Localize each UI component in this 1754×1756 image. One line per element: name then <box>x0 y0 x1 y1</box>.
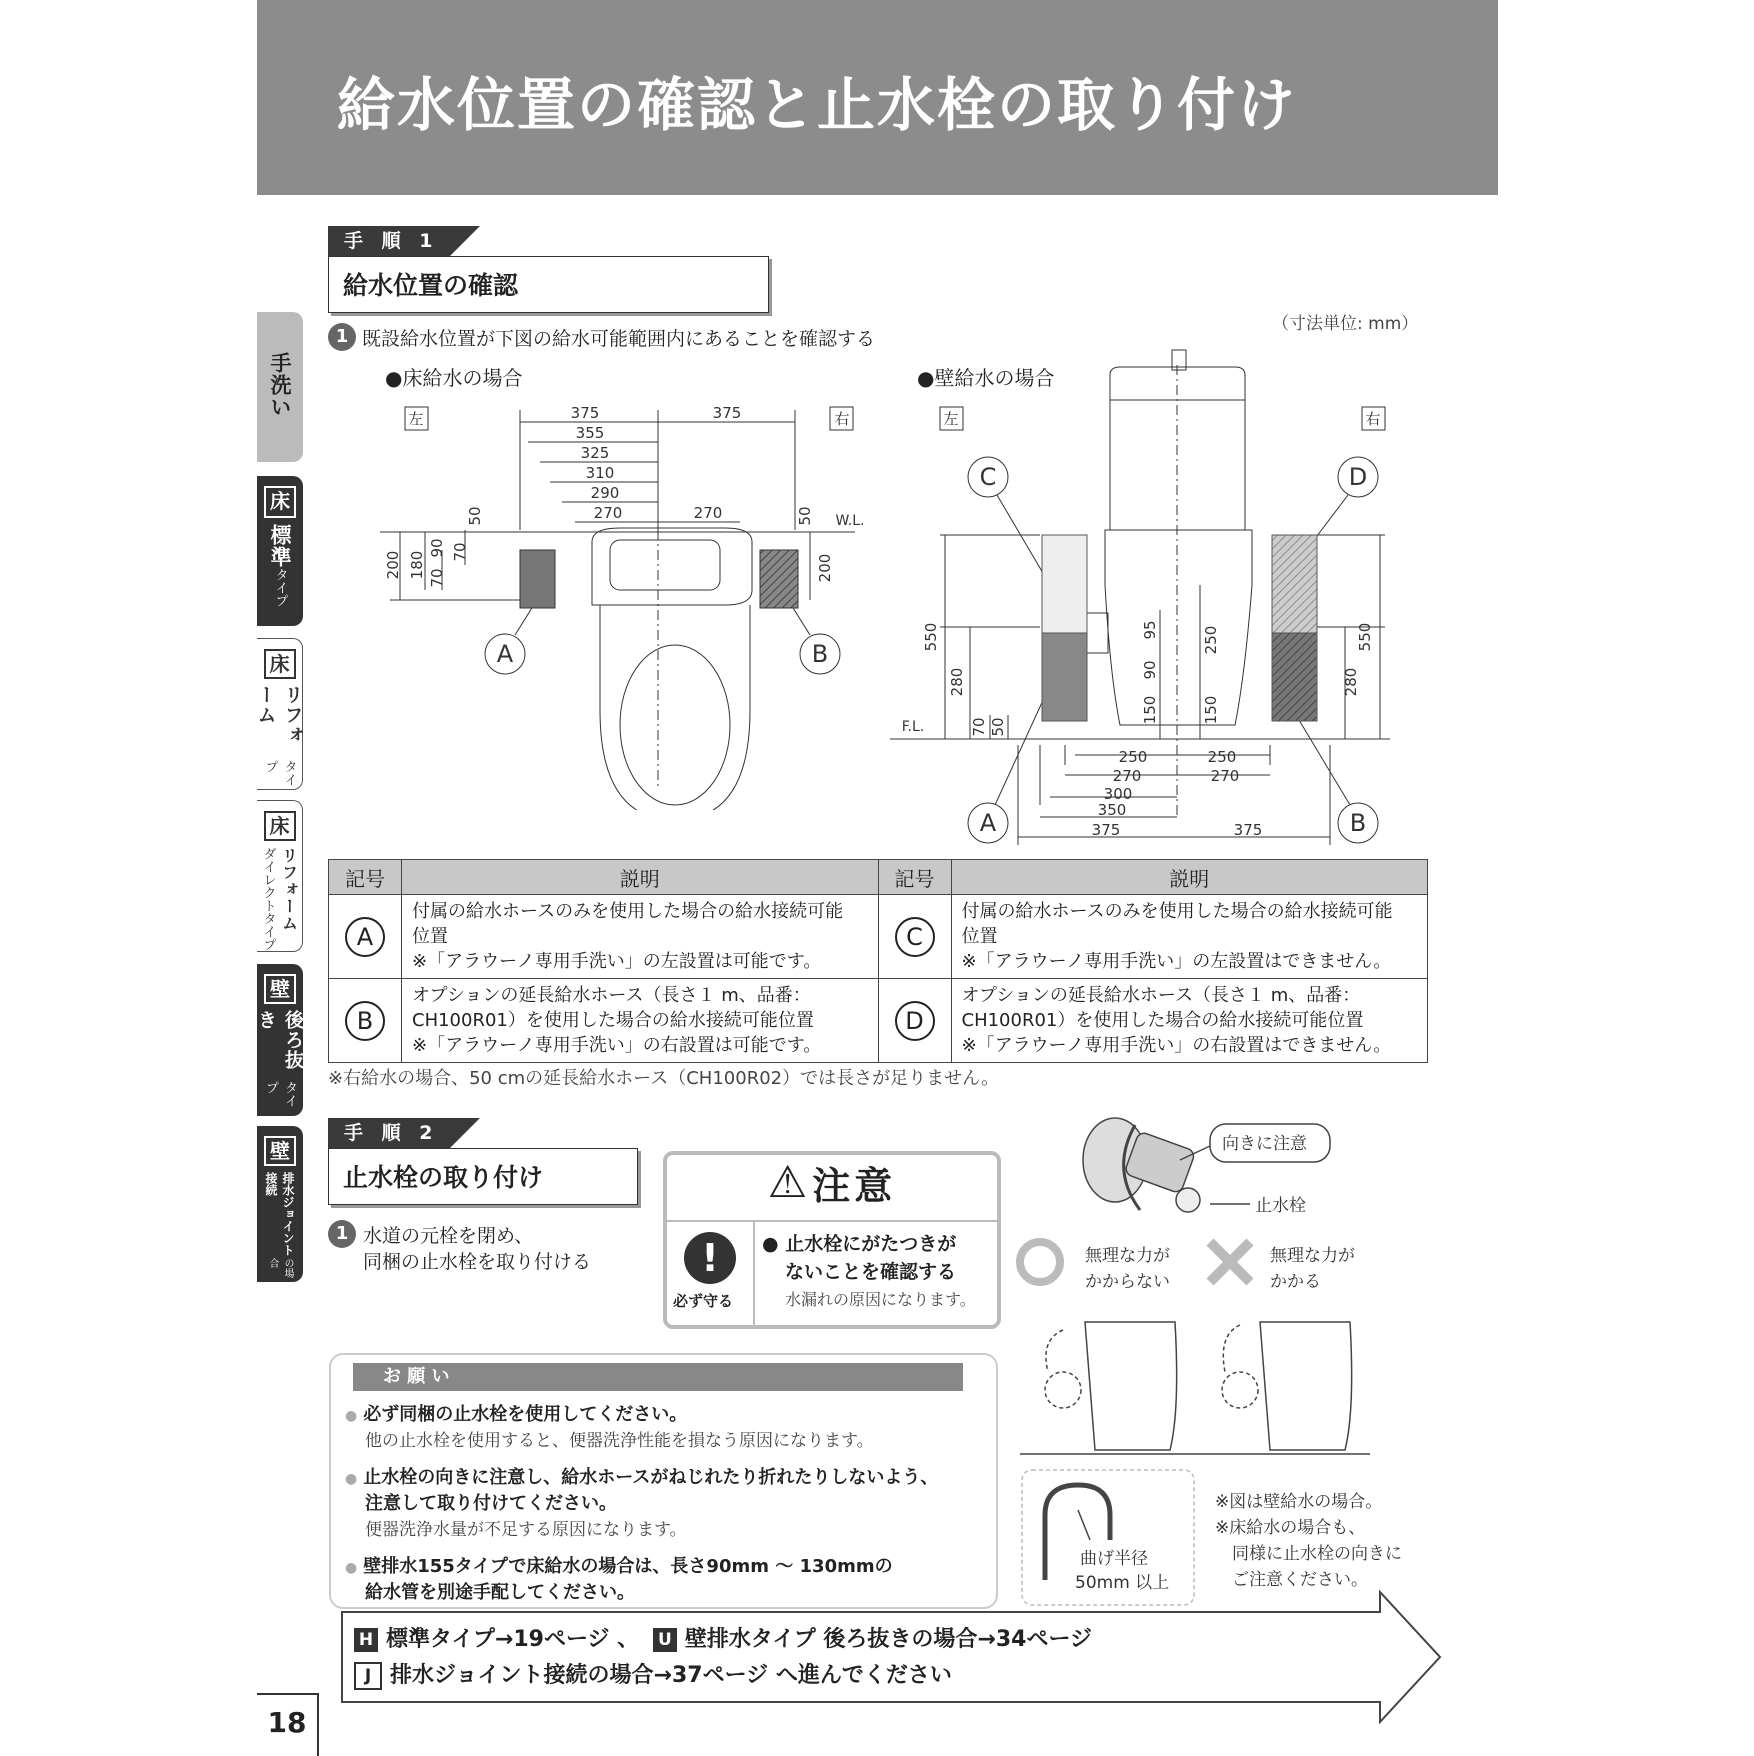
table-symbol: C <box>895 917 935 957</box>
ng-text-2: かかる <box>1270 1272 1321 1292</box>
side-tab-label: 標準 <box>268 524 292 568</box>
ok-text-1: 無理な力が <box>1085 1246 1170 1266</box>
wall-left-label: 左 <box>943 410 959 428</box>
table-header: 記号 <box>329 860 402 895</box>
step1-instruction: 既設給水位置が下図の給水可能範囲内にあることを確認する <box>362 328 876 350</box>
toilet-bowl <box>600 605 750 810</box>
nav-line-2[interactable] <box>354 1658 952 1690</box>
dim-v70: 70 <box>451 542 469 562</box>
caution-bold-2: ないことを確認する <box>785 1261 957 1283</box>
dim-v70b: 70 <box>428 568 446 588</box>
table-cell: 付属の給水ホースのみを使用した場合の給水接続可能 位置 ※「アラウーノ専用手洗い」の左設置はできません。 <box>951 895 1428 979</box>
exclamation-icon: ! <box>684 1232 736 1284</box>
side-tab-floor-standard[interactable] <box>257 476 303 626</box>
wall-supply-label: ●壁給水の場合 <box>917 366 1055 390</box>
table-note: ※右給水の場合、50 cmの延長給水ホース（CH100R02）では長さが足りません。 <box>328 1068 1000 1089</box>
ng-toilet <box>1260 1322 1352 1450</box>
dim-h280b: 280 <box>1342 667 1360 697</box>
ok-circle-icon <box>1020 1242 1060 1282</box>
table-cell: オプションの延長給水ホース（長さ１ m、品番： CH100R01）を使用した場合の給水接続可能位置 ※「アラウーノ専用手洗い」の右設置はできません。 <box>951 979 1428 1063</box>
dim-270-right: 270 <box>693 504 723 522</box>
must-label: 必ず守る <box>673 1292 734 1310</box>
wall-right-label: 右 <box>1365 410 1381 428</box>
side-tab-label: 後ろ抜き <box>255 1010 304 1070</box>
side-tab-label: 排水ジョイント接続 <box>264 1172 295 1256</box>
valve-illustration <box>1010 1110 1430 1610</box>
side-tab-wall-ushironuki[interactable] <box>257 964 303 1116</box>
symbol-b: B <box>811 640 829 668</box>
side-tab-wall-joint[interactable] <box>257 1126 303 1282</box>
dim-290: 290 <box>590 484 620 502</box>
side-tab-label: リフォーム <box>279 847 299 932</box>
side-tab-sub: タイプ <box>263 1081 297 1108</box>
table-row <box>329 979 1428 1063</box>
table-cell: オプションの延長給水ホース（長さ１ m、品番： CH100R01）を使用した場合の給水接続可能位置 ※「アラウーノ専用手洗い」の右設置は可能です。 <box>402 979 879 1063</box>
request-item: ● 必ず同梱の止水栓を使用してください。 他の止水栓を使用すると、便器洗浄性能を損なう原因になります。 <box>345 1404 874 1451</box>
table-cell: 付属の給水ホースのみを使用した場合の給水接続可能 位置 ※「アラウーノ専用手洗い」の左設置は可能です。 <box>402 895 879 979</box>
dim-w300: 300 <box>1103 785 1133 803</box>
side-tab-label: 手洗い <box>268 352 292 418</box>
page-number: 18 <box>257 1693 319 1756</box>
unit-note: （寸法単位: mm） <box>1272 314 1419 334</box>
request-item: ● 壁排水155タイプで床給水の場合は、長さ90mm ～ 130mmの 給水管を別途手配してください。 <box>345 1556 893 1603</box>
page-title: 給水位置の確認と止水栓の取り付け <box>337 71 1298 139</box>
table-row <box>329 895 1428 979</box>
fl-label: F.L. <box>901 719 925 735</box>
floor-supply-diagram <box>380 390 870 810</box>
nav-j-box: J <box>354 1662 382 1690</box>
request-heading: お 願 い <box>353 1363 963 1391</box>
side-tab-kanji: 壁 <box>264 1136 296 1166</box>
floor-right-label: 右 <box>834 410 850 428</box>
nav-line-1[interactable] <box>354 1622 1092 1653</box>
dim-h550b: 550 <box>1356 622 1374 652</box>
dim-h50: 50 <box>989 717 1007 737</box>
symbol-c: C <box>979 463 997 491</box>
callout-text: 向きに注意 <box>1222 1134 1307 1154</box>
side-tab-kanji: 壁 <box>264 974 296 1004</box>
floor-supply-label: ●床給水の場合 <box>385 366 523 390</box>
table-header: 記号 <box>878 860 951 895</box>
side-tab-label: リフォーム <box>254 685 304 745</box>
side-tab-sub: タイプ <box>262 759 297 786</box>
ng-cross-icon <box>1210 1242 1250 1282</box>
dim-375-right: 375 <box>712 404 742 422</box>
request-list <box>345 1400 985 1604</box>
step2-heading: 止水栓の取り付け <box>328 1148 638 1205</box>
dim-w350: 350 <box>1097 801 1127 819</box>
side-tab-tearai[interactable] <box>257 312 303 462</box>
illus-note-1: ※図は壁給水の場合。 <box>1215 1492 1383 1512</box>
caution-box <box>663 1151 1001 1329</box>
caution-bold-1: ● 止水栓にがたつきが <box>762 1233 957 1255</box>
ok-toilet <box>1085 1322 1177 1450</box>
valve-label: 止水栓 <box>1255 1196 1306 1216</box>
step1-number: 1 <box>328 323 356 351</box>
dim-v50b: 50 <box>796 506 814 526</box>
side-tab-kanji: 床 <box>264 649 296 679</box>
table-symbol: B <box>345 1001 385 1041</box>
table-symbol: A <box>345 917 385 957</box>
title-banner <box>257 0 1498 195</box>
step2-instruction-2: 同梱の止水栓を取り付ける <box>363 1251 592 1273</box>
ok-text-2: かからない <box>1085 1272 1170 1292</box>
floor-left-label: 左 <box>408 410 424 428</box>
dim-w250b: 250 <box>1207 748 1237 766</box>
toilet-seat <box>620 645 730 805</box>
dim-h550: 550 <box>922 622 940 652</box>
warning-triangle-icon: ⚠ <box>767 1157 808 1208</box>
side-tab-kanji: 床 <box>264 811 296 841</box>
illus-note-4: ご注意ください。 <box>1232 1570 1368 1590</box>
symbol-b-wall: B <box>1349 809 1367 837</box>
wl-label: W.L. <box>835 513 865 529</box>
table-header-row <box>329 860 1428 895</box>
symbol-a: A <box>496 640 514 668</box>
dim-h150: 150 <box>1141 695 1159 725</box>
dim-310: 310 <box>585 464 615 482</box>
toilet-body-front <box>1105 530 1252 725</box>
illus-note-2: ※床給水の場合も、 <box>1215 1518 1366 1538</box>
dim-w270: 270 <box>1112 767 1142 785</box>
dim-v180: 180 <box>408 550 426 580</box>
dim-h150b: 150 <box>1202 695 1220 725</box>
request-box <box>329 1353 998 1609</box>
bend-text-2: 50mm 以上 <box>1075 1573 1170 1593</box>
dim-w250: 250 <box>1118 748 1148 766</box>
nav-h-text: 標準タイプ→19ページ 、 <box>386 1627 640 1652</box>
nav-u-box: U <box>653 1628 677 1652</box>
step1-heading: 給水位置の確認 <box>328 256 769 313</box>
wall-supply-diagram <box>890 345 1420 850</box>
dim-375-left: 375 <box>570 404 600 422</box>
step1-tag: 手 順 1 <box>328 226 450 256</box>
table-header: 説明 <box>951 860 1428 895</box>
bend-text-1: 曲げ半径 <box>1080 1549 1148 1569</box>
dim-355: 355 <box>575 424 605 442</box>
step2-tag: 手 順 2 <box>328 1118 450 1148</box>
request-item: ● 止水栓の向きに注意し、給水ホースがねじれたり折れたりしないよう、 注意して取り付けてください。 便器洗浄水量が不足する原因になります。 <box>345 1467 939 1540</box>
caution-note: 水漏れの原因になります。 <box>785 1290 976 1309</box>
ng-text-1: 無理な力が <box>1270 1246 1355 1266</box>
caution-title: 注意 <box>812 1164 897 1208</box>
dim-v50a: 50 <box>466 506 484 526</box>
dim-h280: 280 <box>948 667 966 697</box>
dim-h90: 90 <box>1141 660 1159 680</box>
zone-a-rect <box>520 550 555 608</box>
dim-h250: 250 <box>1202 625 1220 655</box>
dim-h70: 70 <box>970 717 988 737</box>
dim-v200b: 200 <box>816 553 834 583</box>
side-tab-kanji: 床 <box>264 486 296 518</box>
zone-b-rect <box>760 550 798 608</box>
side-tab-sub: タイプ <box>272 568 288 607</box>
table-symbol: D <box>895 1001 935 1041</box>
side-tab-sub: の場合 <box>267 1258 293 1279</box>
side-tab-sub: ダイレクトタイプ <box>260 847 276 951</box>
dim-w375: 375 <box>1091 821 1121 839</box>
symbol-table <box>328 859 1428 1063</box>
dim-270-left: 270 <box>593 504 623 522</box>
symbol-d: D <box>1348 463 1368 491</box>
dim-w270b: 270 <box>1210 767 1240 785</box>
table-header: 説明 <box>402 860 879 895</box>
toilet-lid-top <box>610 540 720 590</box>
dim-v200: 200 <box>384 550 402 580</box>
nav-h-box: H <box>354 1628 378 1652</box>
step2-instruction-1: 水道の元栓を閉め、 <box>363 1225 534 1247</box>
dim-325: 325 <box>580 444 610 462</box>
dim-w375b: 375 <box>1233 821 1263 839</box>
side-tab-floor-reform-direct[interactable] <box>257 800 303 952</box>
symbol-a-wall: A <box>979 809 997 837</box>
step2-number: 1 <box>328 1220 356 1248</box>
dim-h95: 95 <box>1141 620 1159 640</box>
nav-u-text: 壁排水タイプ 後ろ抜きの場合→34ページ <box>684 1627 1093 1652</box>
side-tab-floor-reform[interactable] <box>254 638 304 790</box>
illus-note-3: 同様に止水栓の向きに <box>1232 1544 1402 1564</box>
dim-v90: 90 <box>428 538 446 558</box>
nav-j-text: 排水ジョイント接続の場合→37ページ へ進んでください <box>390 1663 952 1688</box>
